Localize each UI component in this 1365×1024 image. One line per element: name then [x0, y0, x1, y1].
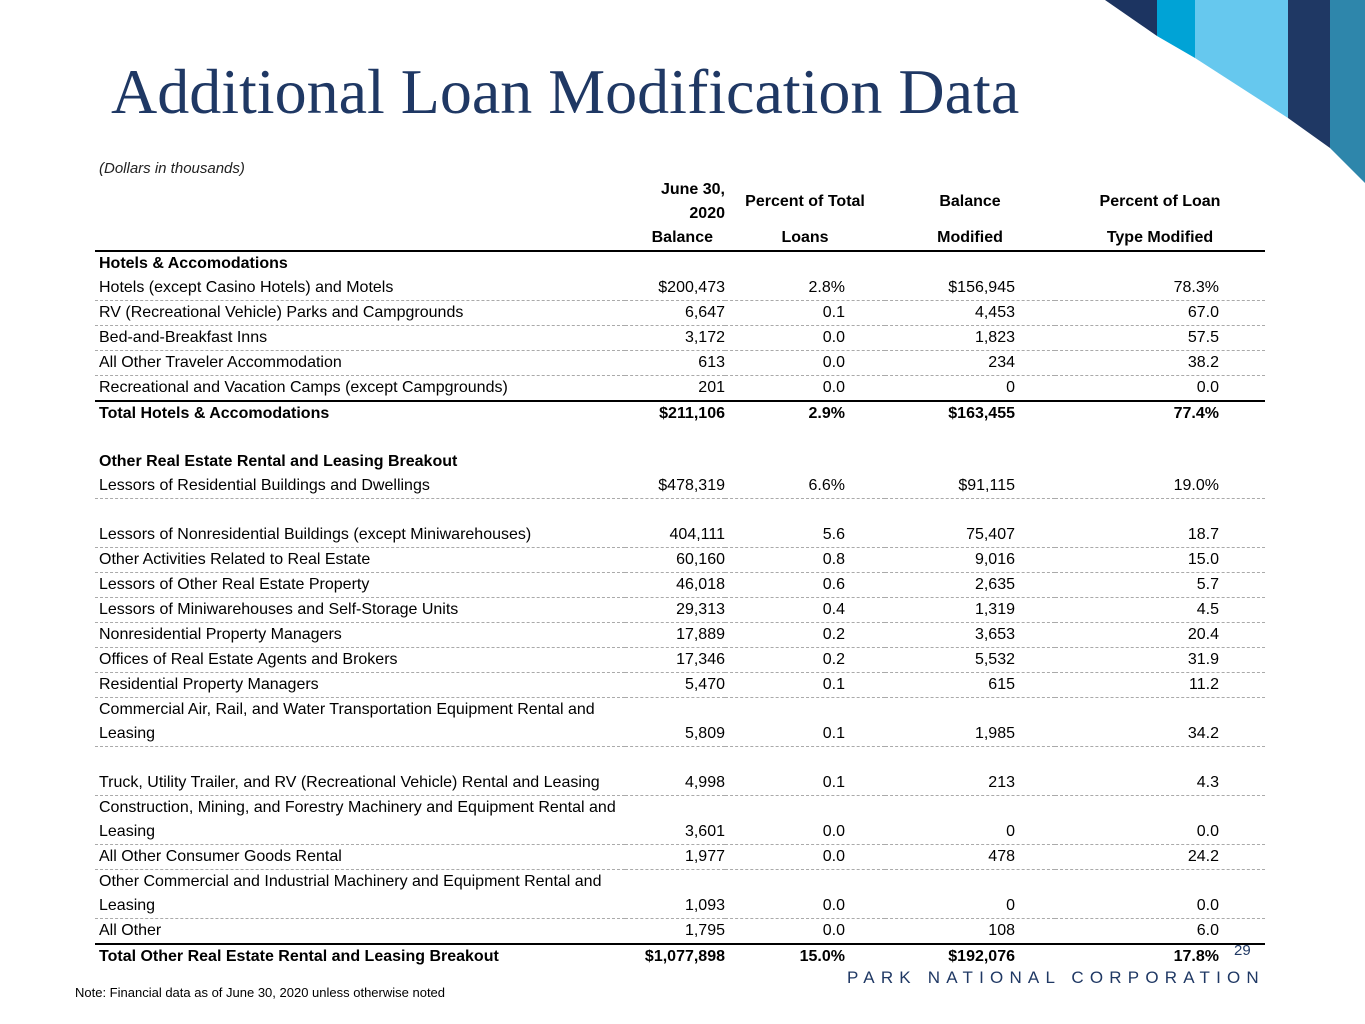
page-title: Additional Loan Modification Data: [111, 56, 1020, 127]
row-label: RV (Recreational Vehicle) Parks and Campgrounds: [95, 301, 625, 326]
pct-total-cell: [725, 796, 885, 845]
pct-total-cell-value: 0.2: [822, 651, 845, 668]
row-label: Construction, Mining, and Forestry Machinery and Equipment Rental and Leasing: [95, 796, 625, 845]
modified-cell: $156,945: [885, 276, 1055, 301]
row-label: Lessors of Nonresidential Buildings (except Miniwarehouses): [95, 499, 625, 548]
pct-total-cell: [725, 401, 885, 426]
row-label: Total Hotels & Accomodations: [95, 401, 625, 426]
balance-cell: 201: [625, 376, 725, 402]
modified-cell: 1,823: [885, 326, 1055, 351]
row-label: Lessors of Other Real Estate Property: [95, 573, 625, 598]
modified-cell: 1,319: [885, 598, 1055, 623]
modified-cell: 108: [885, 919, 1055, 945]
section-heading-row: [95, 450, 1265, 474]
balance-cell: 3,172: [625, 326, 725, 351]
modified-cell: 0: [885, 376, 1055, 402]
row-label: All Other: [95, 919, 625, 945]
table-row: [95, 301, 1265, 326]
row-label: Lessors of Residential Buildings and Dwellings: [95, 474, 625, 499]
table-row: [95, 276, 1265, 301]
modified-cell: 75,407: [885, 499, 1055, 548]
col-header-modified-line2: Modified: [885, 226, 1055, 251]
col-header-pct-type-line2: Type Modified: [1055, 226, 1265, 251]
pct-total-cell-value: 0.6: [822, 576, 845, 593]
balance-cell: 5,470: [625, 673, 725, 698]
pct-type-cell: 67.0: [1055, 301, 1265, 326]
pct-type-cell: 24.2: [1055, 845, 1265, 870]
table-row: [95, 326, 1265, 351]
pct-total-cell-value: 2.8%: [808, 279, 845, 296]
table-body: [95, 251, 1265, 969]
pct-total-cell: [725, 944, 885, 969]
row-label: Commercial Air, Rail, and Water Transportation Equipment Rental and Leasing: [95, 698, 625, 747]
pct-total-cell: [725, 351, 885, 376]
pct-total-cell: [725, 276, 885, 301]
modified-cell: 3,653: [885, 623, 1055, 648]
balance-cell: 404,111: [625, 499, 725, 548]
modified-cell: $91,115: [885, 474, 1055, 499]
row-label: Hotels (except Casino Hotels) and Motels: [95, 276, 625, 301]
pct-total-cell-value: 0.0: [822, 897, 845, 914]
table-row: [95, 845, 1265, 870]
balance-cell: 29,313: [625, 598, 725, 623]
table-row: [95, 698, 1265, 747]
modified-cell: 5,532: [885, 648, 1055, 673]
balance-cell: $478,319: [625, 474, 725, 499]
pct-type-cell: 6.0: [1055, 919, 1265, 945]
balance-cell: 3,601: [625, 796, 725, 845]
balance-cell: $200,473: [625, 276, 725, 301]
table-row: [95, 598, 1265, 623]
modified-cell: $192,076: [885, 944, 1055, 969]
pct-total-cell-value: 0.2: [822, 626, 845, 643]
row-label: All Other Traveler Accommodation: [95, 351, 625, 376]
col-header-pct-total-line2: Loans: [725, 226, 885, 251]
col-header-modified: Balance: [939, 193, 1001, 210]
col-header-balance: June 30, 2020: [660, 181, 725, 222]
pct-total-cell: [725, 623, 885, 648]
pct-type-cell: 34.2: [1055, 698, 1265, 747]
balance-cell: 1,093: [625, 870, 725, 919]
section-heading: Hotels & Accomodations: [99, 255, 288, 272]
balance-cell: 17,346: [625, 648, 725, 673]
row-label: Lessors of Miniwarehouses and Self-Storage Units: [95, 598, 625, 623]
section-heading: Other Real Estate Rental and Leasing Breakout: [99, 453, 458, 470]
pct-type-cell: 18.7: [1055, 499, 1265, 548]
table-row: [95, 376, 1265, 402]
pct-total-cell: [725, 598, 885, 623]
row-label: Other Activities Related to Real Estate: [95, 548, 625, 573]
pct-total-cell: [725, 845, 885, 870]
balance-cell: 5,809: [625, 698, 725, 747]
row-label: Total Other Real Estate Rental and Leasing Breakout: [95, 944, 625, 969]
table-row: [95, 648, 1265, 673]
pct-type-cell: 11.2: [1055, 673, 1265, 698]
modified-cell: 0: [885, 870, 1055, 919]
page-number: 29: [1234, 942, 1251, 959]
pct-type-cell: 78.3%: [1055, 276, 1265, 301]
pct-total-cell-value: 0.1: [822, 725, 845, 742]
spacer-row: [95, 426, 1265, 450]
pct-total-cell: [725, 673, 885, 698]
modified-cell: 2,635: [885, 573, 1055, 598]
row-label: All Other Consumer Goods Rental: [95, 845, 625, 870]
pct-total-cell: [725, 698, 885, 747]
modified-cell: 1,985: [885, 698, 1055, 747]
units-note: (Dollars in thousands): [99, 160, 245, 177]
pct-total-cell-value: 6.6%: [808, 477, 845, 494]
pct-total-cell: [725, 499, 885, 548]
pct-total-cell-value: 2.9%: [808, 405, 845, 422]
balance-cell: 6,647: [625, 301, 725, 326]
pct-total-cell-value: 0.1: [822, 774, 845, 791]
section-heading-row: [95, 251, 1265, 276]
col-header-pct-type: Percent of Loan: [1099, 193, 1221, 210]
pct-type-cell: 57.5: [1055, 326, 1265, 351]
balance-cell: 60,160: [625, 548, 725, 573]
pct-type-cell: 0.0: [1055, 796, 1265, 845]
row-label: Residential Property Managers: [95, 673, 625, 698]
total-row: [95, 401, 1265, 426]
row-label: Nonresidential Property Managers: [95, 623, 625, 648]
balance-cell: 4,998: [625, 747, 725, 796]
modified-cell: 478: [885, 845, 1055, 870]
pct-total-cell: [725, 648, 885, 673]
modified-cell: 615: [885, 673, 1055, 698]
table-row: [95, 919, 1265, 945]
table-row: [95, 351, 1265, 376]
pct-total-cell: [725, 326, 885, 351]
pct-total-cell-value: 0.8: [822, 551, 845, 568]
table-row: [95, 548, 1265, 573]
table-row: [95, 623, 1265, 648]
pct-total-cell-value: 0.4: [822, 601, 845, 618]
pct-total-cell-value: 15.0%: [799, 948, 845, 965]
pct-total-cell-value: 0.0: [822, 329, 845, 346]
pct-total-cell: [725, 919, 885, 945]
pct-total-cell-value: 0.1: [822, 676, 845, 693]
table-row: [95, 573, 1265, 598]
loan-modification-table: [95, 178, 1265, 969]
pct-type-cell: 0.0: [1055, 870, 1265, 919]
table-row: [95, 673, 1265, 698]
balance-cell: $1,077,898: [625, 944, 725, 969]
modified-cell: 9,016: [885, 548, 1055, 573]
row-label: Recreational and Vacation Camps (except Campgrounds): [95, 376, 625, 402]
pct-type-cell: 4.3: [1055, 747, 1265, 796]
balance-cell: 1,795: [625, 919, 725, 945]
pct-total-cell: [725, 747, 885, 796]
pct-total-cell: [725, 474, 885, 499]
balance-cell: $211,106: [625, 401, 725, 426]
table-row: [95, 870, 1265, 919]
row-label: Other Commercial and Industrial Machinery and Equipment Rental and Leasing: [95, 870, 625, 919]
pct-type-cell: 77.4%: [1055, 401, 1265, 426]
pct-type-cell: 31.9: [1055, 648, 1265, 673]
total-row: [95, 944, 1265, 969]
modified-cell: $163,455: [885, 401, 1055, 426]
table-row: [95, 474, 1265, 499]
company-name: PARK NATIONAL CORPORATION: [847, 968, 1265, 987]
col-header-pct-total: Percent of Total: [745, 193, 865, 210]
row-label: Offices of Real Estate Agents and Brokers: [95, 648, 625, 673]
pct-total-cell-value: 0.0: [822, 922, 845, 939]
pct-type-cell: 15.0: [1055, 548, 1265, 573]
pct-total-cell-value: 0.1: [822, 304, 845, 321]
modified-cell: 4,453: [885, 301, 1055, 326]
pct-total-cell-value: 5.6: [822, 526, 845, 543]
pct-total-cell: [725, 301, 885, 326]
pct-type-cell: 20.4: [1055, 623, 1265, 648]
pct-type-cell: 0.0: [1055, 376, 1265, 402]
modified-cell: 0: [885, 796, 1055, 845]
pct-total-cell: [725, 573, 885, 598]
pct-type-cell: 38.2: [1055, 351, 1265, 376]
balance-cell: 46,018: [625, 573, 725, 598]
header-row: [95, 226, 1265, 251]
pct-type-cell: 5.7: [1055, 573, 1265, 598]
pct-type-cell: 4.5: [1055, 598, 1265, 623]
pct-total-cell-value: 0.0: [822, 354, 845, 371]
balance-cell: 17,889: [625, 623, 725, 648]
pct-total-cell: [725, 376, 885, 402]
modified-cell: 234: [885, 351, 1055, 376]
pct-total-cell: [725, 548, 885, 573]
pct-total-cell-value: 0.0: [822, 379, 845, 396]
pct-type-cell: 17.8%: [1055, 944, 1265, 969]
modified-cell: 213: [885, 747, 1055, 796]
footnote: Note: Financial data as of June 30, 2020 unless otherwise noted: [75, 985, 446, 1000]
pct-type-cell: 19.0%: [1055, 474, 1265, 499]
table-row: [95, 499, 1265, 548]
pct-total-cell: [725, 870, 885, 919]
balance-cell: 613: [625, 351, 725, 376]
balance-cell: 1,977: [625, 845, 725, 870]
table-row: [95, 796, 1265, 845]
table-row: [95, 747, 1265, 796]
pct-total-cell-value: 0.0: [822, 848, 845, 865]
col-header-balance-line2: Balance: [625, 226, 725, 251]
row-label: Truck, Utility Trailer, and RV (Recreational Vehicle) Rental and Leasing: [95, 747, 625, 796]
header-row: [95, 178, 1265, 226]
row-label: Bed-and-Breakfast Inns: [95, 326, 625, 351]
pct-total-cell-value: 0.0: [822, 823, 845, 840]
